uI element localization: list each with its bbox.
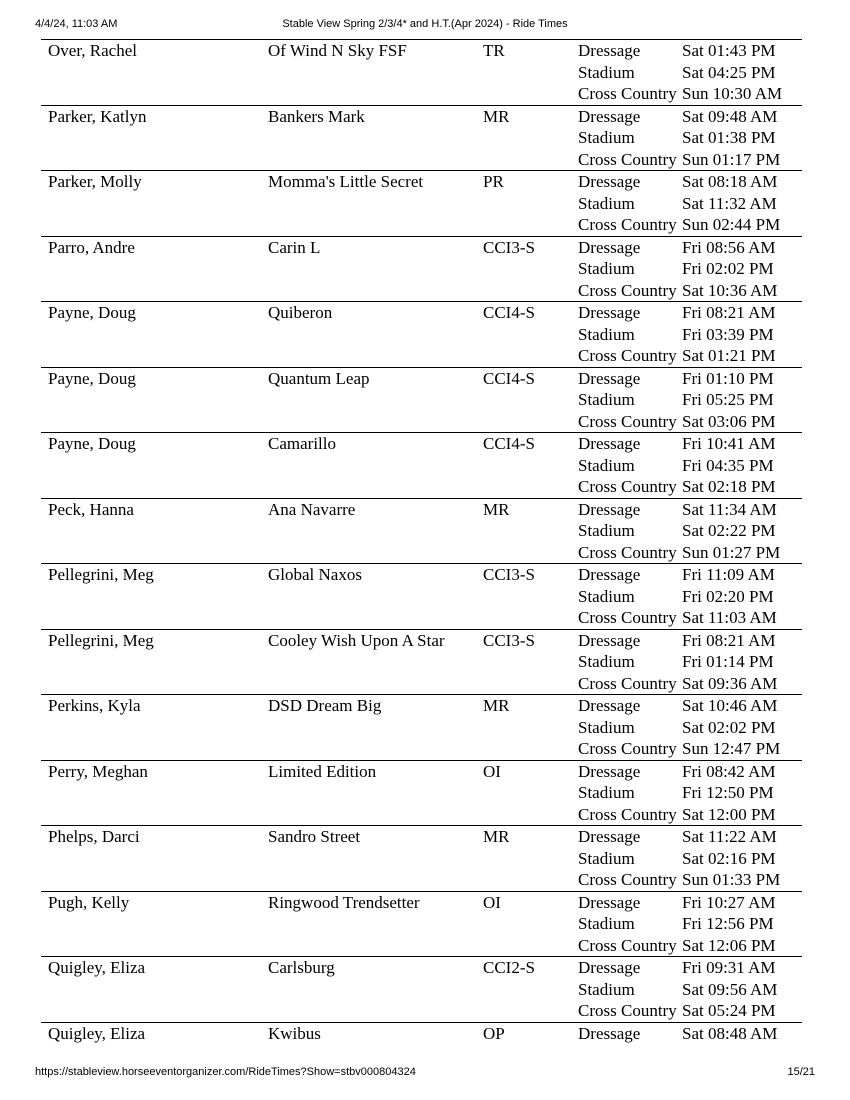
- dressage-time: Sat 01:43 PM: [682, 41, 776, 60]
- rider-name: Parker, Katlyn: [48, 106, 147, 126]
- page-title: Stable View Spring 2/3/4* and H.T.(Apr 2024) - Ride Times: [282, 18, 568, 30]
- rider-name: Peck, Hanna: [48, 499, 134, 519]
- table-row: [41, 432, 802, 498]
- table-row: [41, 1022, 802, 1063]
- phase-label-dressage: Dressage: [578, 761, 641, 781]
- stadium-time: Sat 02:22 PM: [682, 521, 776, 540]
- division: OI: [483, 761, 501, 781]
- phase-label-dressage: Dressage: [578, 1023, 641, 1043]
- print-datetime: 4/4/24, 11:03 AM: [35, 18, 118, 30]
- phase-label-dressage: Dressage: [578, 958, 641, 977]
- division: PR: [483, 172, 504, 191]
- horse-name: Cooley Wish Upon A Star: [268, 630, 445, 650]
- rider-name: Payne, Doug: [48, 434, 136, 453]
- phase-label-stadium: Stadium: [578, 783, 635, 802]
- cross-country-time: Sun 01:17 PM: [682, 149, 781, 169]
- phase-label-cross-country: Cross Country: [578, 84, 677, 103]
- phase-label-cross-country: Cross Country: [578, 411, 677, 431]
- stadium-time: Sat 09:56 AM: [682, 979, 778, 999]
- phase-label-stadium: Stadium: [578, 455, 635, 475]
- dressage-time: Fri 09:31 AM: [682, 958, 776, 977]
- dressage-time: Sat 08:48 AM: [682, 1023, 778, 1043]
- table-row: [41, 39, 802, 105]
- phase-label-stadium: Stadium: [578, 652, 635, 671]
- table-row: [41, 694, 802, 760]
- division: MR: [483, 696, 510, 715]
- cross-country-time: Sat 12:00 PM: [682, 804, 776, 824]
- division: OP: [483, 1023, 505, 1043]
- phase-label-dressage: Dressage: [578, 106, 641, 126]
- division: CCI4-S: [483, 303, 535, 322]
- stadium-time: Fri 04:35 PM: [682, 455, 774, 475]
- page-footer: [35, 1066, 815, 1082]
- table-row: [41, 105, 802, 171]
- phase-label-stadium: Stadium: [578, 128, 635, 147]
- table-row: [41, 301, 802, 367]
- rider-name: Pugh, Kelly: [48, 892, 130, 912]
- dressage-time: Sat 09:48 AM: [682, 106, 778, 126]
- page-url: https://stableview.horseeventorganizer.com/RideTimes?Show=stbv000804324: [35, 1066, 416, 1078]
- page-number: 15/21: [787, 1066, 815, 1078]
- dressage-time: Fri 08:42 AM: [682, 761, 776, 781]
- phase-label-cross-country: Cross Country: [578, 149, 677, 169]
- cross-country-time: Sun 12:47 PM: [682, 739, 781, 758]
- phase-label-cross-country: Cross Country: [578, 935, 677, 955]
- horse-name: Camarillo: [268, 434, 336, 453]
- stadium-time: Sat 11:32 AM: [682, 193, 777, 213]
- division: MR: [483, 106, 510, 126]
- phase-label-cross-country: Cross Country: [578, 673, 677, 693]
- cross-country-time: Sun 02:44 PM: [682, 215, 781, 234]
- phase-label-stadium: Stadium: [578, 193, 635, 213]
- cross-country-time: Sun 01:33 PM: [682, 870, 781, 889]
- horse-name: Sandro Street: [268, 827, 361, 846]
- phase-label-stadium: Stadium: [578, 390, 635, 409]
- phase-label-cross-country: Cross Country: [578, 477, 677, 496]
- ride-times-table: [41, 39, 802, 1063]
- phase-label-cross-country: Cross Country: [578, 215, 677, 234]
- stadium-time: Fri 12:50 PM: [682, 783, 774, 802]
- phase-label-dressage: Dressage: [578, 499, 641, 519]
- stadium-time: Sat 04:25 PM: [682, 62, 776, 82]
- phase-label-stadium: Stadium: [578, 848, 635, 868]
- division: CCI3-S: [483, 630, 535, 650]
- stadium-time: Fri 01:14 PM: [682, 652, 774, 671]
- phase-label-dressage: Dressage: [578, 172, 641, 191]
- division: OI: [483, 892, 501, 912]
- division: CCI4-S: [483, 434, 535, 453]
- horse-name: Carlsburg: [268, 958, 335, 977]
- rider-name: Parker, Molly: [48, 172, 142, 191]
- phase-label-cross-country: Cross Country: [578, 346, 677, 365]
- cross-country-time: Sun 01:27 PM: [682, 542, 781, 562]
- rider-name: Over, Rachel: [48, 41, 138, 60]
- cross-country-time: Sat 11:03 AM: [682, 608, 777, 627]
- stadium-time: Fri 02:20 PM: [682, 586, 774, 606]
- division: MR: [483, 827, 510, 846]
- phase-label-stadium: Stadium: [578, 717, 635, 737]
- rider-name: Pellegrini, Meg: [48, 565, 154, 584]
- cross-country-time: Sat 02:18 PM: [682, 477, 776, 496]
- stadium-time: Sat 02:02 PM: [682, 717, 776, 737]
- dressage-time: Sat 10:46 AM: [682, 696, 778, 715]
- rider-name: Quigley, Eliza: [48, 958, 146, 977]
- cross-country-time: Sun 10:30 AM: [682, 84, 783, 103]
- horse-name: Global Naxos: [268, 565, 362, 584]
- phase-label-dressage: Dressage: [578, 630, 641, 650]
- phase-label-cross-country: Cross Country: [578, 1001, 677, 1020]
- stadium-time: Sat 02:16 PM: [682, 848, 776, 868]
- phase-label-cross-country: Cross Country: [578, 542, 677, 562]
- horse-name: Ana Navarre: [268, 499, 356, 519]
- rider-name: Payne, Doug: [48, 303, 136, 322]
- phase-label-stadium: Stadium: [578, 914, 635, 933]
- phase-label-dressage: Dressage: [578, 41, 641, 60]
- dressage-time: Fri 08:21 AM: [682, 303, 776, 322]
- horse-name: Quantum Leap: [268, 368, 370, 388]
- division: CCI2-S: [483, 958, 535, 977]
- dressage-time: Fri 11:09 AM: [682, 565, 775, 584]
- horse-name: Quiberon: [268, 303, 333, 322]
- phase-label-dressage: Dressage: [578, 827, 641, 846]
- horse-name: Kwibus: [268, 1023, 321, 1043]
- dressage-time: Fri 08:56 AM: [682, 237, 776, 257]
- rider-name: Quigley, Eliza: [48, 1023, 146, 1043]
- phase-label-dressage: Dressage: [578, 565, 641, 584]
- rider-name: Payne, Doug: [48, 368, 136, 388]
- phase-label-dressage: Dressage: [578, 696, 641, 715]
- dressage-time: Sat 11:34 AM: [682, 499, 777, 519]
- horse-name: Momma's Little Secret: [268, 172, 424, 191]
- stadium-time: Fri 05:25 PM: [682, 390, 774, 409]
- dressage-time: Sat 08:18 AM: [682, 172, 778, 191]
- dressage-time: Fri 10:41 AM: [682, 434, 776, 453]
- rider-name: Parro, Andre: [48, 237, 135, 257]
- division: CCI3-S: [483, 565, 535, 584]
- cross-country-time: Sat 05:24 PM: [682, 1001, 776, 1020]
- phase-label-dressage: Dressage: [578, 303, 641, 322]
- phase-label-stadium: Stadium: [578, 979, 635, 999]
- division: TR: [483, 41, 505, 60]
- horse-name: DSD Dream Big: [268, 696, 382, 715]
- cross-country-time: Sat 03:06 PM: [682, 411, 776, 431]
- phase-label-stadium: Stadium: [578, 259, 635, 278]
- phase-label-stadium: Stadium: [578, 324, 635, 344]
- table-row: [41, 563, 802, 629]
- phase-label-dressage: Dressage: [578, 368, 641, 388]
- phase-label-stadium: Stadium: [578, 586, 635, 606]
- table-row: [41, 629, 802, 695]
- phase-label-cross-country: Cross Country: [578, 804, 677, 824]
- table-row: [41, 891, 802, 957]
- phase-label-cross-country: Cross Country: [578, 608, 677, 627]
- horse-name: Of Wind N Sky FSF: [268, 41, 407, 60]
- horse-name: Limited Edition: [268, 761, 377, 781]
- rider-name: Perry, Meghan: [48, 761, 148, 781]
- division: CCI4-S: [483, 368, 535, 388]
- horse-name: Bankers Mark: [268, 106, 365, 126]
- table-row: [41, 498, 802, 564]
- table-row: [41, 760, 802, 826]
- phase-label-cross-country: Cross Country: [578, 870, 677, 889]
- dressage-time: Fri 08:21 AM: [682, 630, 776, 650]
- rider-name: Perkins, Kyla: [48, 696, 141, 715]
- dressage-time: Fri 10:27 AM: [682, 892, 776, 912]
- phase-label-stadium: Stadium: [578, 62, 635, 82]
- dressage-time: Sat 11:22 AM: [682, 827, 777, 846]
- cross-country-time: Sat 01:21 PM: [682, 346, 776, 365]
- phase-label-dressage: Dressage: [578, 237, 641, 257]
- phase-label-stadium: Stadium: [578, 521, 635, 540]
- stadium-time: Fri 02:02 PM: [682, 259, 774, 278]
- phase-label-cross-country: Cross Country: [578, 739, 677, 758]
- stadium-time: Fri 12:56 PM: [682, 914, 774, 933]
- stadium-time: Sat 01:38 PM: [682, 128, 776, 147]
- stadium-time: Fri 03:39 PM: [682, 324, 774, 344]
- horse-name: Carin L: [268, 237, 321, 257]
- horse-name: Ringwood Trendsetter: [268, 892, 420, 912]
- phase-label-cross-country: Cross Country: [578, 280, 677, 300]
- dressage-time: Fri 01:10 PM: [682, 368, 774, 388]
- table-row: [41, 170, 802, 236]
- rider-name: Phelps, Darci: [48, 827, 140, 846]
- phase-label-dressage: Dressage: [578, 434, 641, 453]
- table-row: [41, 236, 802, 302]
- table-row: [41, 825, 802, 891]
- page-header: [35, 18, 815, 34]
- division: MR: [483, 499, 510, 519]
- rider-name: Pellegrini, Meg: [48, 630, 154, 650]
- cross-country-time: Sat 10:36 AM: [682, 280, 778, 300]
- table-row: [41, 956, 802, 1022]
- cross-country-time: Sat 09:36 AM: [682, 673, 778, 693]
- cross-country-time: Sat 12:06 PM: [682, 935, 776, 955]
- phase-label-dressage: Dressage: [578, 892, 641, 912]
- division: CCI3-S: [483, 237, 535, 257]
- table-row: [41, 367, 802, 433]
